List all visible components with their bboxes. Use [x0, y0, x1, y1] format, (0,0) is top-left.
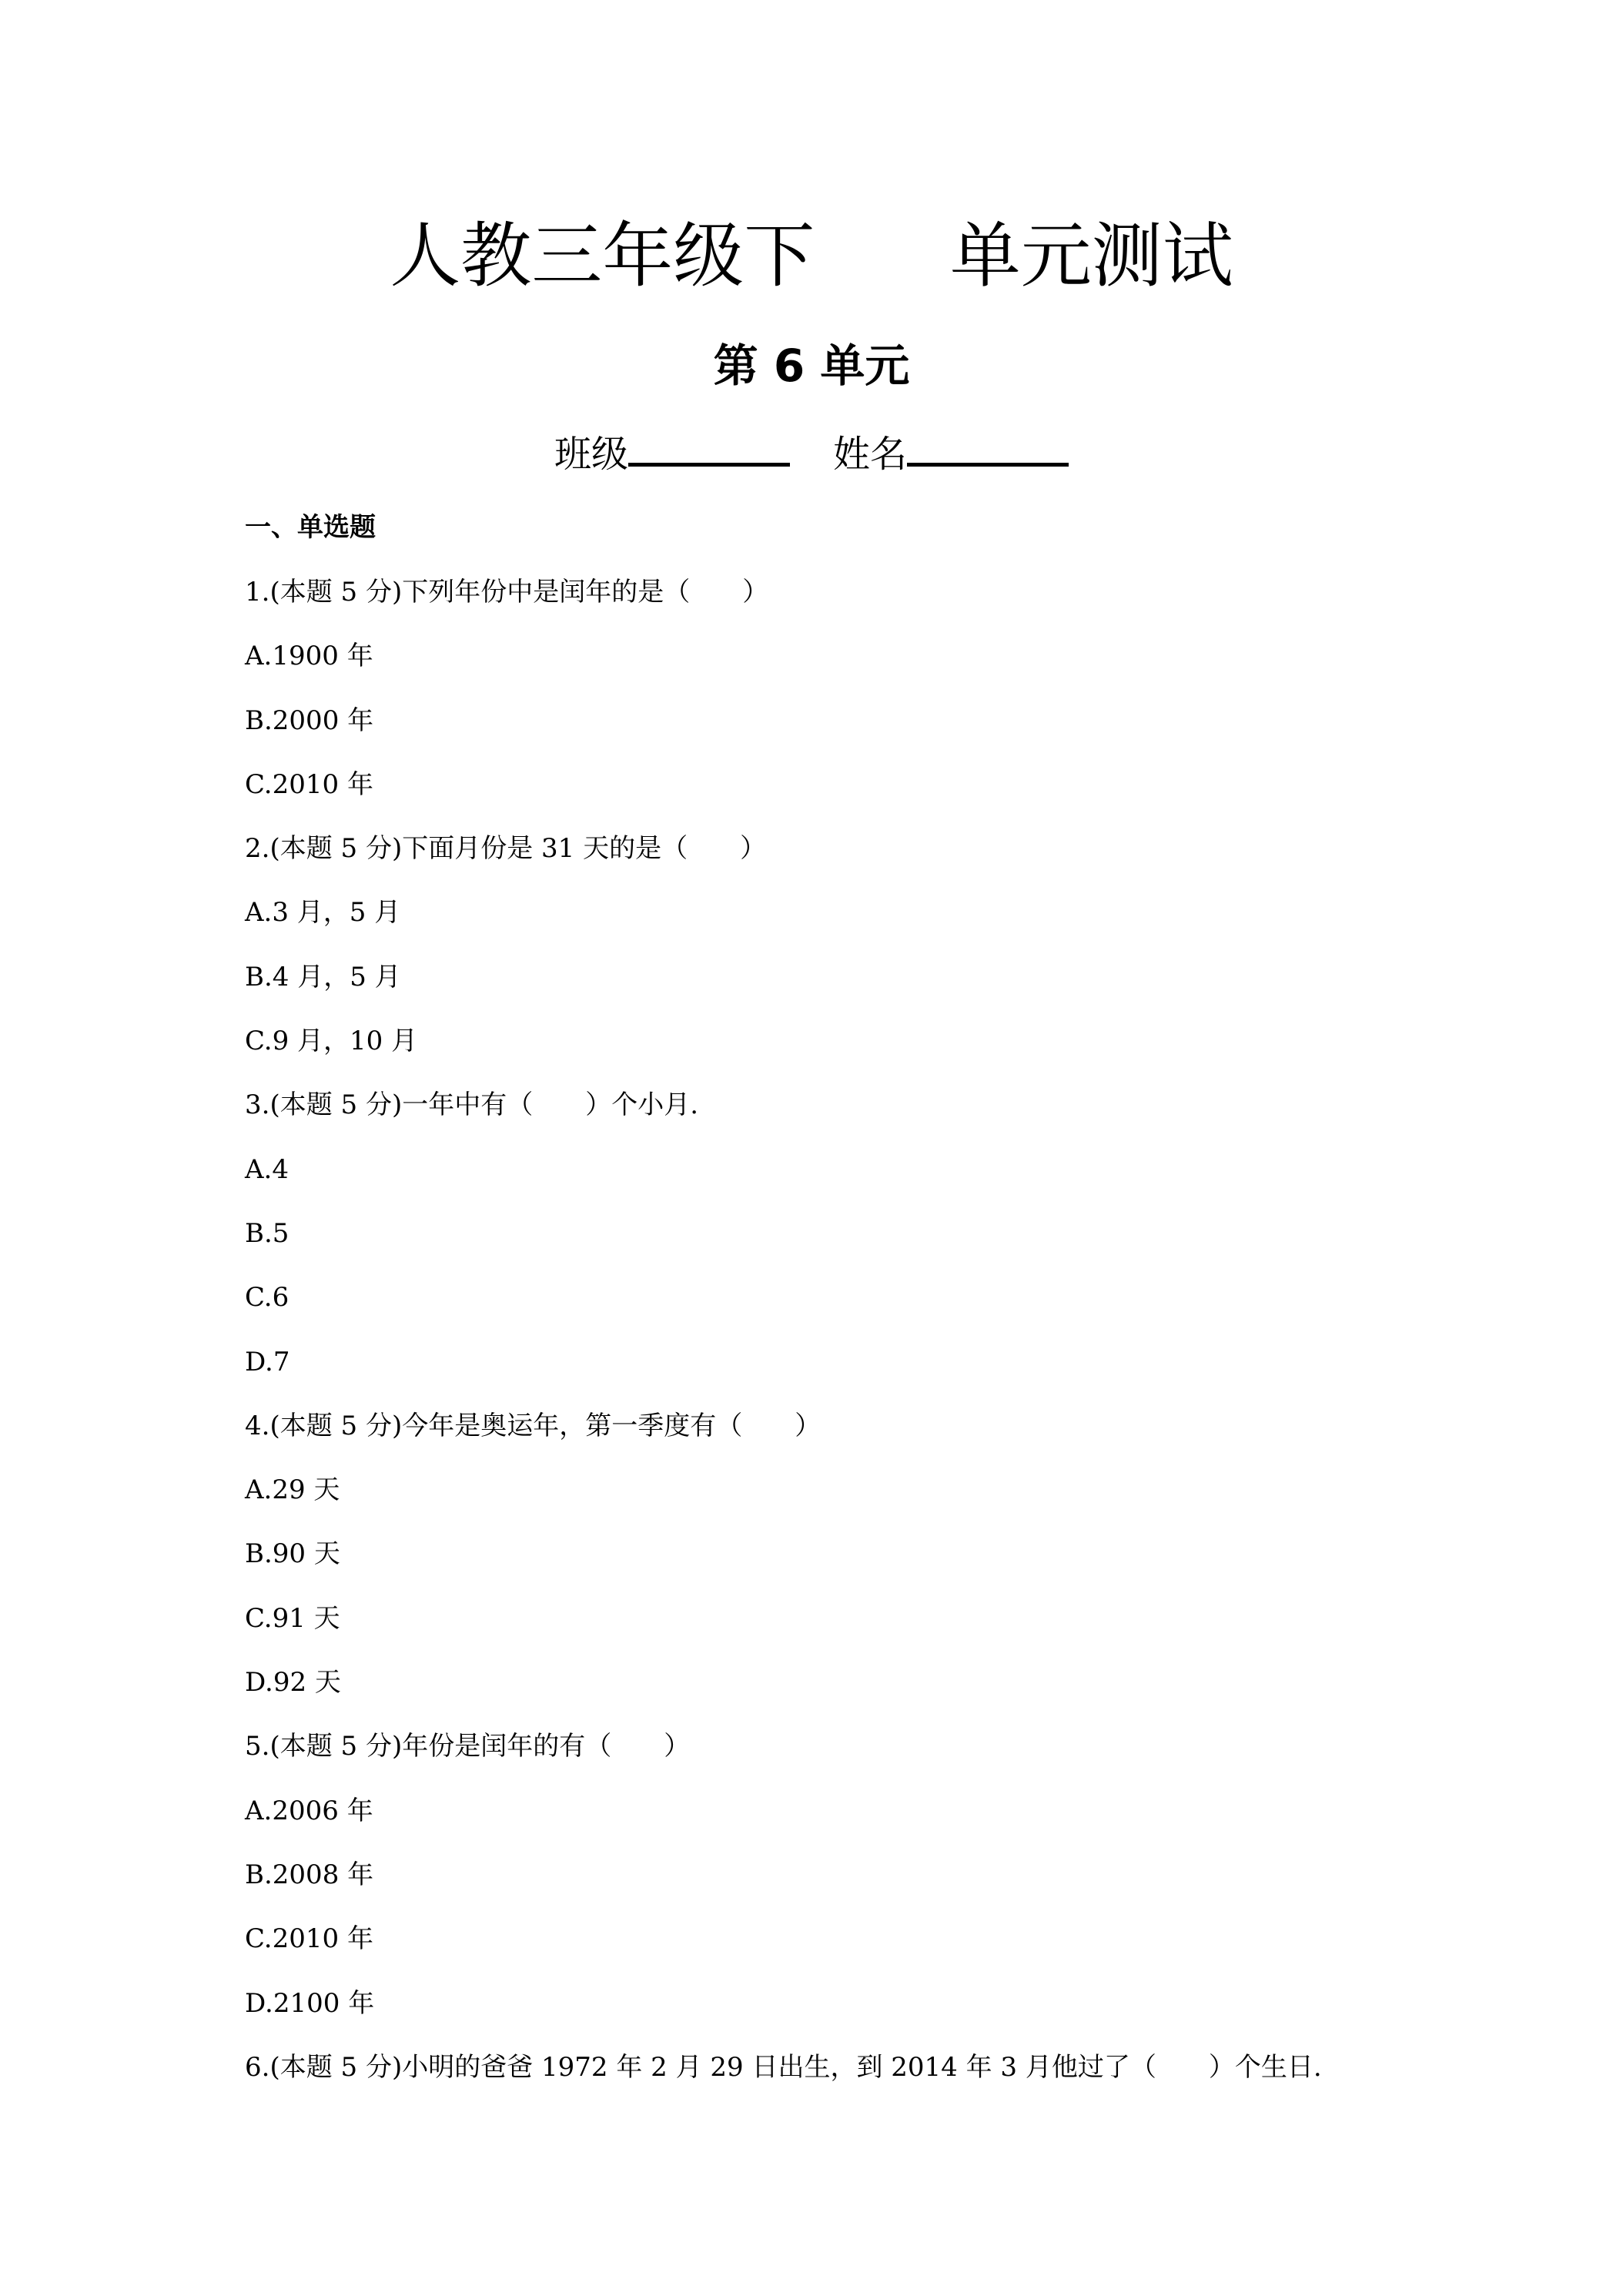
answer-option: A.4 — [245, 1153, 289, 1185]
section-heading: 一、单选题 — [245, 512, 376, 543]
unit-subtitle: 第 6 单元 — [713, 340, 910, 392]
answer-option: B.5 — [245, 1217, 289, 1249]
answer-option: A.29 天 — [245, 1474, 340, 1506]
answer-option: B.90 天 — [245, 1538, 340, 1570]
answer-option: B.4 月，5 月 — [245, 961, 401, 992]
question-text: 4.(本题 5 分)今年是奥运年，第一季度有（ ） — [245, 1410, 822, 1441]
name-label: 姓名 — [833, 433, 908, 476]
answer-option: A.2006 年 — [245, 1795, 373, 1826]
answer-option: B.2000 年 — [245, 705, 374, 736]
student-info-fields — [0, 427, 1623, 480]
answer-option: C.9 月，10 月 — [245, 1026, 418, 1057]
question-text: 3.(本题 5 分)一年中有（ ）个小月. — [245, 1089, 699, 1121]
answer-option: A.3 月，5 月 — [245, 897, 401, 929]
answer-option: D.92 天 — [245, 1667, 341, 1699]
name-blank-line — [907, 427, 1069, 467]
question-text: 5.(本题 5 分)年份是闰年的有（ ） — [245, 1731, 691, 1762]
question-text: 1.(本题 5 分)下列年份中是闰年的是（ ） — [245, 577, 769, 607]
answer-option: D.2100 年 — [245, 1987, 375, 2019]
answer-option: C.2010 年 — [245, 768, 373, 800]
class-label: 班级 — [554, 433, 628, 476]
answer-option: B.2008 年 — [245, 1859, 374, 1890]
question-list — [245, 573, 1446, 2112]
class-blank-line — [628, 427, 790, 467]
page-title: 人教三年级下 单元测试 — [390, 215, 1233, 297]
answer-option: D.7 — [245, 1346, 290, 1377]
answer-option: C.6 — [245, 1282, 289, 1314]
question-text: 6.(本题 5 分)小明的爸爸 1972 年 2 月 29 日出生，到 2014 年 3 月他过了（ ）个生日. — [245, 2051, 1322, 2083]
answer-option: C.91 天 — [245, 1602, 340, 1634]
question-text: 2.(本题 5 分)下面月份是 31 天的是（ ） — [245, 833, 767, 865]
answer-option: C.2010 年 — [245, 1923, 373, 1955]
answer-option: A.1900 年 — [245, 641, 373, 672]
